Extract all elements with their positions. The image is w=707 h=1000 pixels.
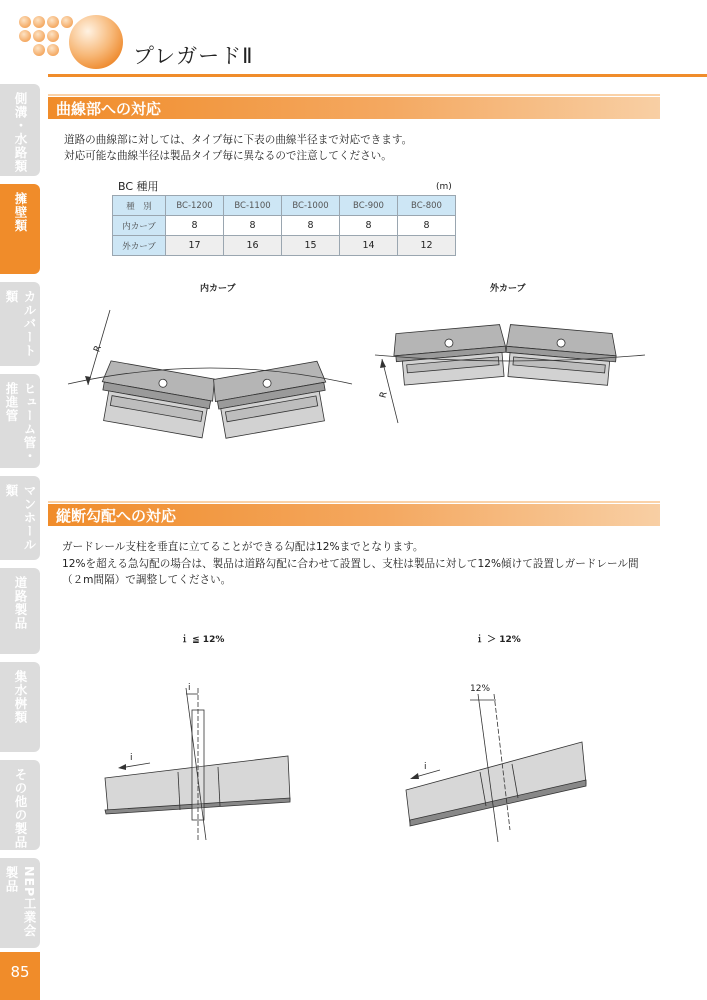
row-header: 内カーブ — [113, 216, 166, 236]
fig-right-condition: ｉ ＞ 12% — [475, 635, 521, 645]
outer-radius-label: R — [378, 390, 390, 400]
sidebar-tab-retaining-walls[interactable]: 擁壁類 — [0, 184, 40, 274]
sidebar-tab-road-products[interactable]: 道路製品 — [0, 568, 40, 654]
section-heading-gradient: 縦断勾配への対応 — [48, 504, 660, 526]
inner-curve-label: 内カーブ — [200, 284, 236, 294]
page-number: 85 — [0, 952, 40, 1000]
table-unit: (m) — [436, 182, 452, 192]
gradient-description-line1: ガードレール支柱を垂直に立てることができる勾配は12%までとなります。 — [62, 541, 424, 553]
sidebar-tab-hume-pipes[interactable]: ヒューム管・推進管 — [0, 374, 40, 468]
gradient-diagram-tilted-post — [400, 680, 600, 850]
sidebar-tab-manholes[interactable]: マンホール類 — [0, 476, 40, 560]
table-cell: 15 — [282, 236, 340, 256]
table-cell: 8 — [166, 216, 224, 236]
brand-logo — [18, 14, 128, 70]
table-corner-header: 種 別 — [113, 196, 166, 216]
fig-left-condition: ｉ ≦ 12% — [180, 635, 225, 645]
page-title: プレガードⅡ — [133, 44, 254, 68]
sidebar-tab-culverts[interactable]: カルバート類 — [0, 282, 40, 366]
outer-curve-diagram — [370, 315, 660, 425]
outer-curve-label: 外カーブ — [490, 284, 526, 294]
table-cell: 12 — [398, 236, 456, 256]
table-caption: BC 種用 — [118, 180, 159, 193]
table-cell: 8 — [340, 216, 398, 236]
table-row-inner-curve — [113, 216, 456, 236]
sidebar-tab-nep-products[interactable]: NEP工業会製品 — [0, 858, 40, 948]
slope-label-right: i — [424, 762, 427, 772]
sidebar-tab-other-products[interactable]: その他の製品 — [0, 760, 40, 850]
table-cell: 17 — [166, 236, 224, 256]
table-cell: 8 — [282, 216, 340, 236]
table-cell: 16 — [224, 236, 282, 256]
sidebar-tab-catch-basins[interactable]: 集水桝類 — [0, 662, 40, 752]
header-rule — [48, 74, 707, 77]
curve-radius-table — [112, 195, 456, 256]
post-tilt-label-left: i — [188, 683, 191, 693]
slope-label-left: i — [130, 753, 133, 763]
table-cell: 14 — [340, 236, 398, 256]
gradient-diagram-vertical-post — [100, 680, 300, 850]
section-heading-curves: 曲線部への対応 — [48, 97, 660, 119]
inner-curve-diagram — [60, 300, 360, 450]
column-header: BC-1000 — [282, 196, 340, 216]
curve-description-line2: 対応可能な曲線半径は製品タイプ毎に異なるので注意してください。 — [64, 150, 392, 162]
table-row-outer-curve — [113, 236, 456, 256]
column-header: BC-1100 — [224, 196, 282, 216]
curve-description-line1: 道路の曲線部に対しては、タイプ毎に下表の曲線半径まで対応できます。 — [64, 134, 413, 146]
table-cell: 8 — [224, 216, 282, 236]
table-cell: 8 — [398, 216, 456, 236]
gradient-description-line3: （２m間隔）で調整してください。 — [62, 574, 232, 586]
column-header: BC-900 — [340, 196, 398, 216]
inner-radius-label: R — [92, 344, 104, 354]
column-header: BC-800 — [398, 196, 456, 216]
sidebar-tab-gutters[interactable]: 側溝・水路類 — [0, 84, 40, 176]
gradient-description-line2: 12%を超える急勾配の場合は、製品は道路勾配に合わせて設置し、支柱は製品に対して12%傾けて設置しガードレール間 — [62, 558, 639, 570]
row-header: 外カーブ — [113, 236, 166, 256]
post-tilt-label-right: 12% — [470, 684, 491, 694]
column-header: BC-1200 — [166, 196, 224, 216]
